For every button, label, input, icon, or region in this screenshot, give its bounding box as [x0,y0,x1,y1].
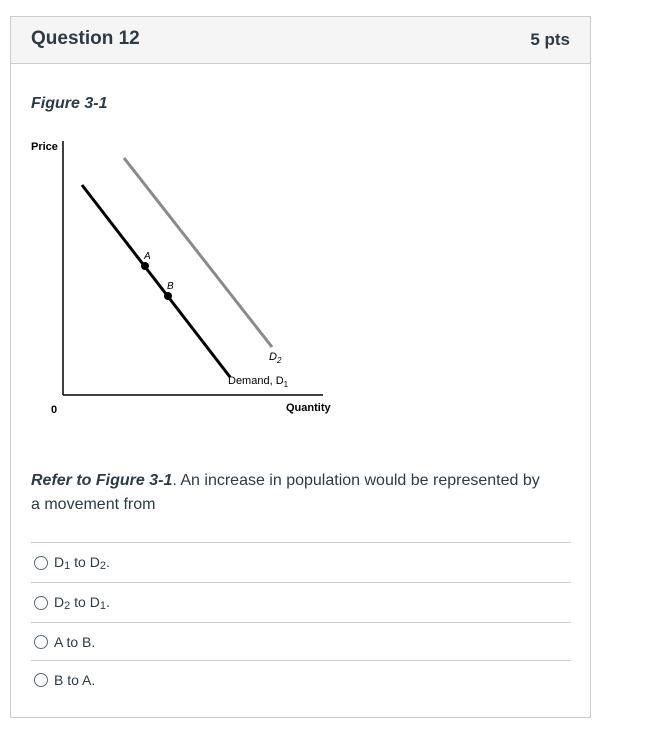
question-card [10,16,591,718]
x-axis-label: Quantity [286,402,331,414]
answer-label: B to A. [54,671,96,688]
answer-option-1[interactable] [31,542,571,582]
origin-label: 0 [51,404,58,416]
d2-label: $D_2$ [269,351,282,365]
answer-list [31,542,571,698]
d1-label: Demand, $D_1$ [228,375,289,389]
point-a [141,262,149,270]
prompt-text: . An increase in population would be represented by a movement from [31,472,540,513]
demand-curve-d1 [82,185,230,377]
question-title: Question 12 [31,28,140,49]
demand-figure [23,135,343,425]
figure-title: Figure 3-1 [31,95,108,112]
point-b [164,292,172,300]
answer-label: A to B. [54,633,96,650]
figure-reference: Refer to Figure 3-1 [31,472,173,489]
answer-label: $D_1$ to $D_2$. [54,553,110,572]
radio-button[interactable] [34,673,48,687]
answer-option-2[interactable] [31,582,571,622]
radio-button[interactable] [34,556,48,570]
question-points: 5 pts [530,30,570,49]
answer-option-3[interactable] [31,622,571,660]
answer-option-4[interactable] [31,660,571,698]
question-header [11,17,590,64]
answer-label: $D_2$ to $D_1$. [54,593,110,612]
question-prompt [31,469,551,517]
radio-button[interactable] [34,635,48,649]
radio-button[interactable] [34,596,48,610]
point-a-label: A [144,251,151,262]
y-axis-label: Price [31,141,58,153]
point-b-label: B [167,281,174,292]
